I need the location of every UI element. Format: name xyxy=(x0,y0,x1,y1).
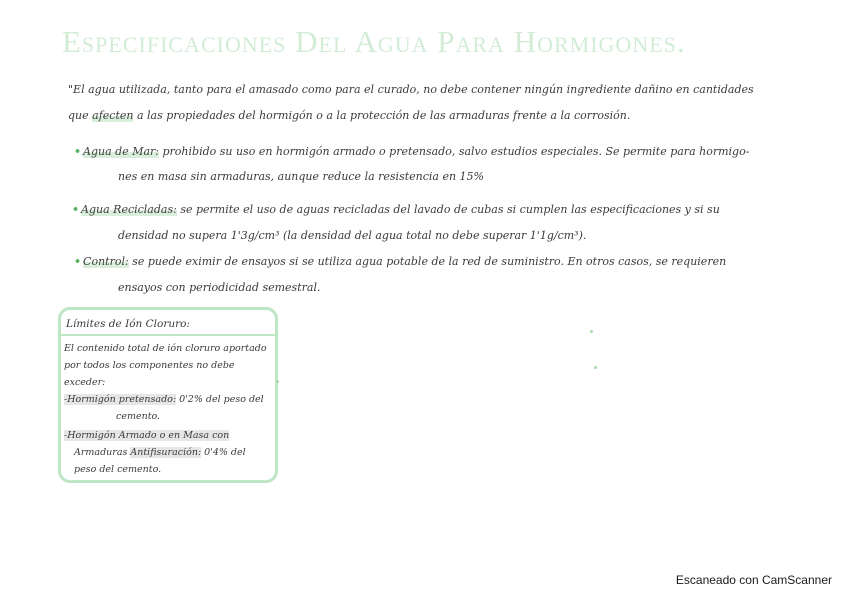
box-line: peso del cemento. xyxy=(74,464,162,475)
bullet-dot-icon: • xyxy=(72,203,80,216)
bullet-sea-water-cont: nes en masa sin armaduras, aunque reduce la resistencia en 15% xyxy=(118,170,485,183)
box-line: El contenido total de ión cloruro aportado xyxy=(64,343,267,354)
box-highlight: Antifisuración: xyxy=(130,447,202,458)
box-title: Límites de Ión Cloruro: xyxy=(66,318,191,330)
intro-line-2 xyxy=(68,104,630,128)
bullet-control-label: Control: xyxy=(83,255,129,268)
bullet-sea-water-label: Agua de Mar: xyxy=(83,145,159,158)
box-text: 0'2% del peso del xyxy=(176,394,264,405)
camscanner-watermark: Escaneado con CamScanner xyxy=(675,573,832,587)
bullet-recycled-water-text: se permite el uso de aguas recicladas del lavado de cubas si cumplen las especificaciones y si su xyxy=(176,203,720,216)
scan-speck xyxy=(276,380,279,383)
box-text: 0'4% del xyxy=(201,447,246,458)
bullet-control xyxy=(74,250,726,274)
bullet-sea-water-text: prohibido su uso en hormigón armado o pretensado, salvo estudios especiales. Se permite para hormigo- xyxy=(159,145,750,158)
box-highlight: -Hormigón Armado o en Masa con xyxy=(64,430,230,441)
box-divider xyxy=(58,334,278,336)
intro-line-1: "El agua utilizada, tanto para el amasado como para el curado, no debe contener ningún ingrediente dañino en cantidades xyxy=(68,83,754,96)
bullet-recycled-water-cont: densidad no supera 1'3g/cm³ (la densidad del agua total no debe superar 1'1g/cm³). xyxy=(118,229,587,242)
bullet-sea-water xyxy=(74,140,749,164)
intro-line-2-pre: que xyxy=(68,109,93,122)
box-line-pretensado xyxy=(64,391,264,408)
scan-speck xyxy=(594,366,597,369)
scan-speck xyxy=(590,330,593,333)
bullet-recycled-water-label: Agua Recicladas: xyxy=(81,203,177,216)
box-line-armado xyxy=(64,427,229,444)
box-line-antifisuracion xyxy=(74,444,246,461)
box-line: exceder: xyxy=(64,377,106,388)
bullet-control-cont: ensayos con periodicidad semestral. xyxy=(118,281,321,294)
box-highlight: -Hormigón pretensado: xyxy=(64,394,177,405)
bullet-recycled-water xyxy=(72,198,720,222)
intro-highlight: afecten xyxy=(92,109,134,122)
intro-line-2-post: a las propiedades del hormigón o a la protección de las armaduras frente a la corrosión. xyxy=(133,109,631,122)
bullet-control-text: se puede eximir de ensayos si se utiliza agua potable de la red de suministro. En otros casos, se requieren xyxy=(128,255,727,268)
bullet-dot-icon: • xyxy=(74,145,82,158)
box-line: por todos los componentes no debe xyxy=(64,360,235,371)
box-line: cemento. xyxy=(116,411,161,422)
box-text: Armaduras xyxy=(74,447,131,458)
bullet-dot-icon: • xyxy=(74,255,82,268)
page-title: Especificaciones Del Agua Para Hormigones. xyxy=(62,24,686,59)
